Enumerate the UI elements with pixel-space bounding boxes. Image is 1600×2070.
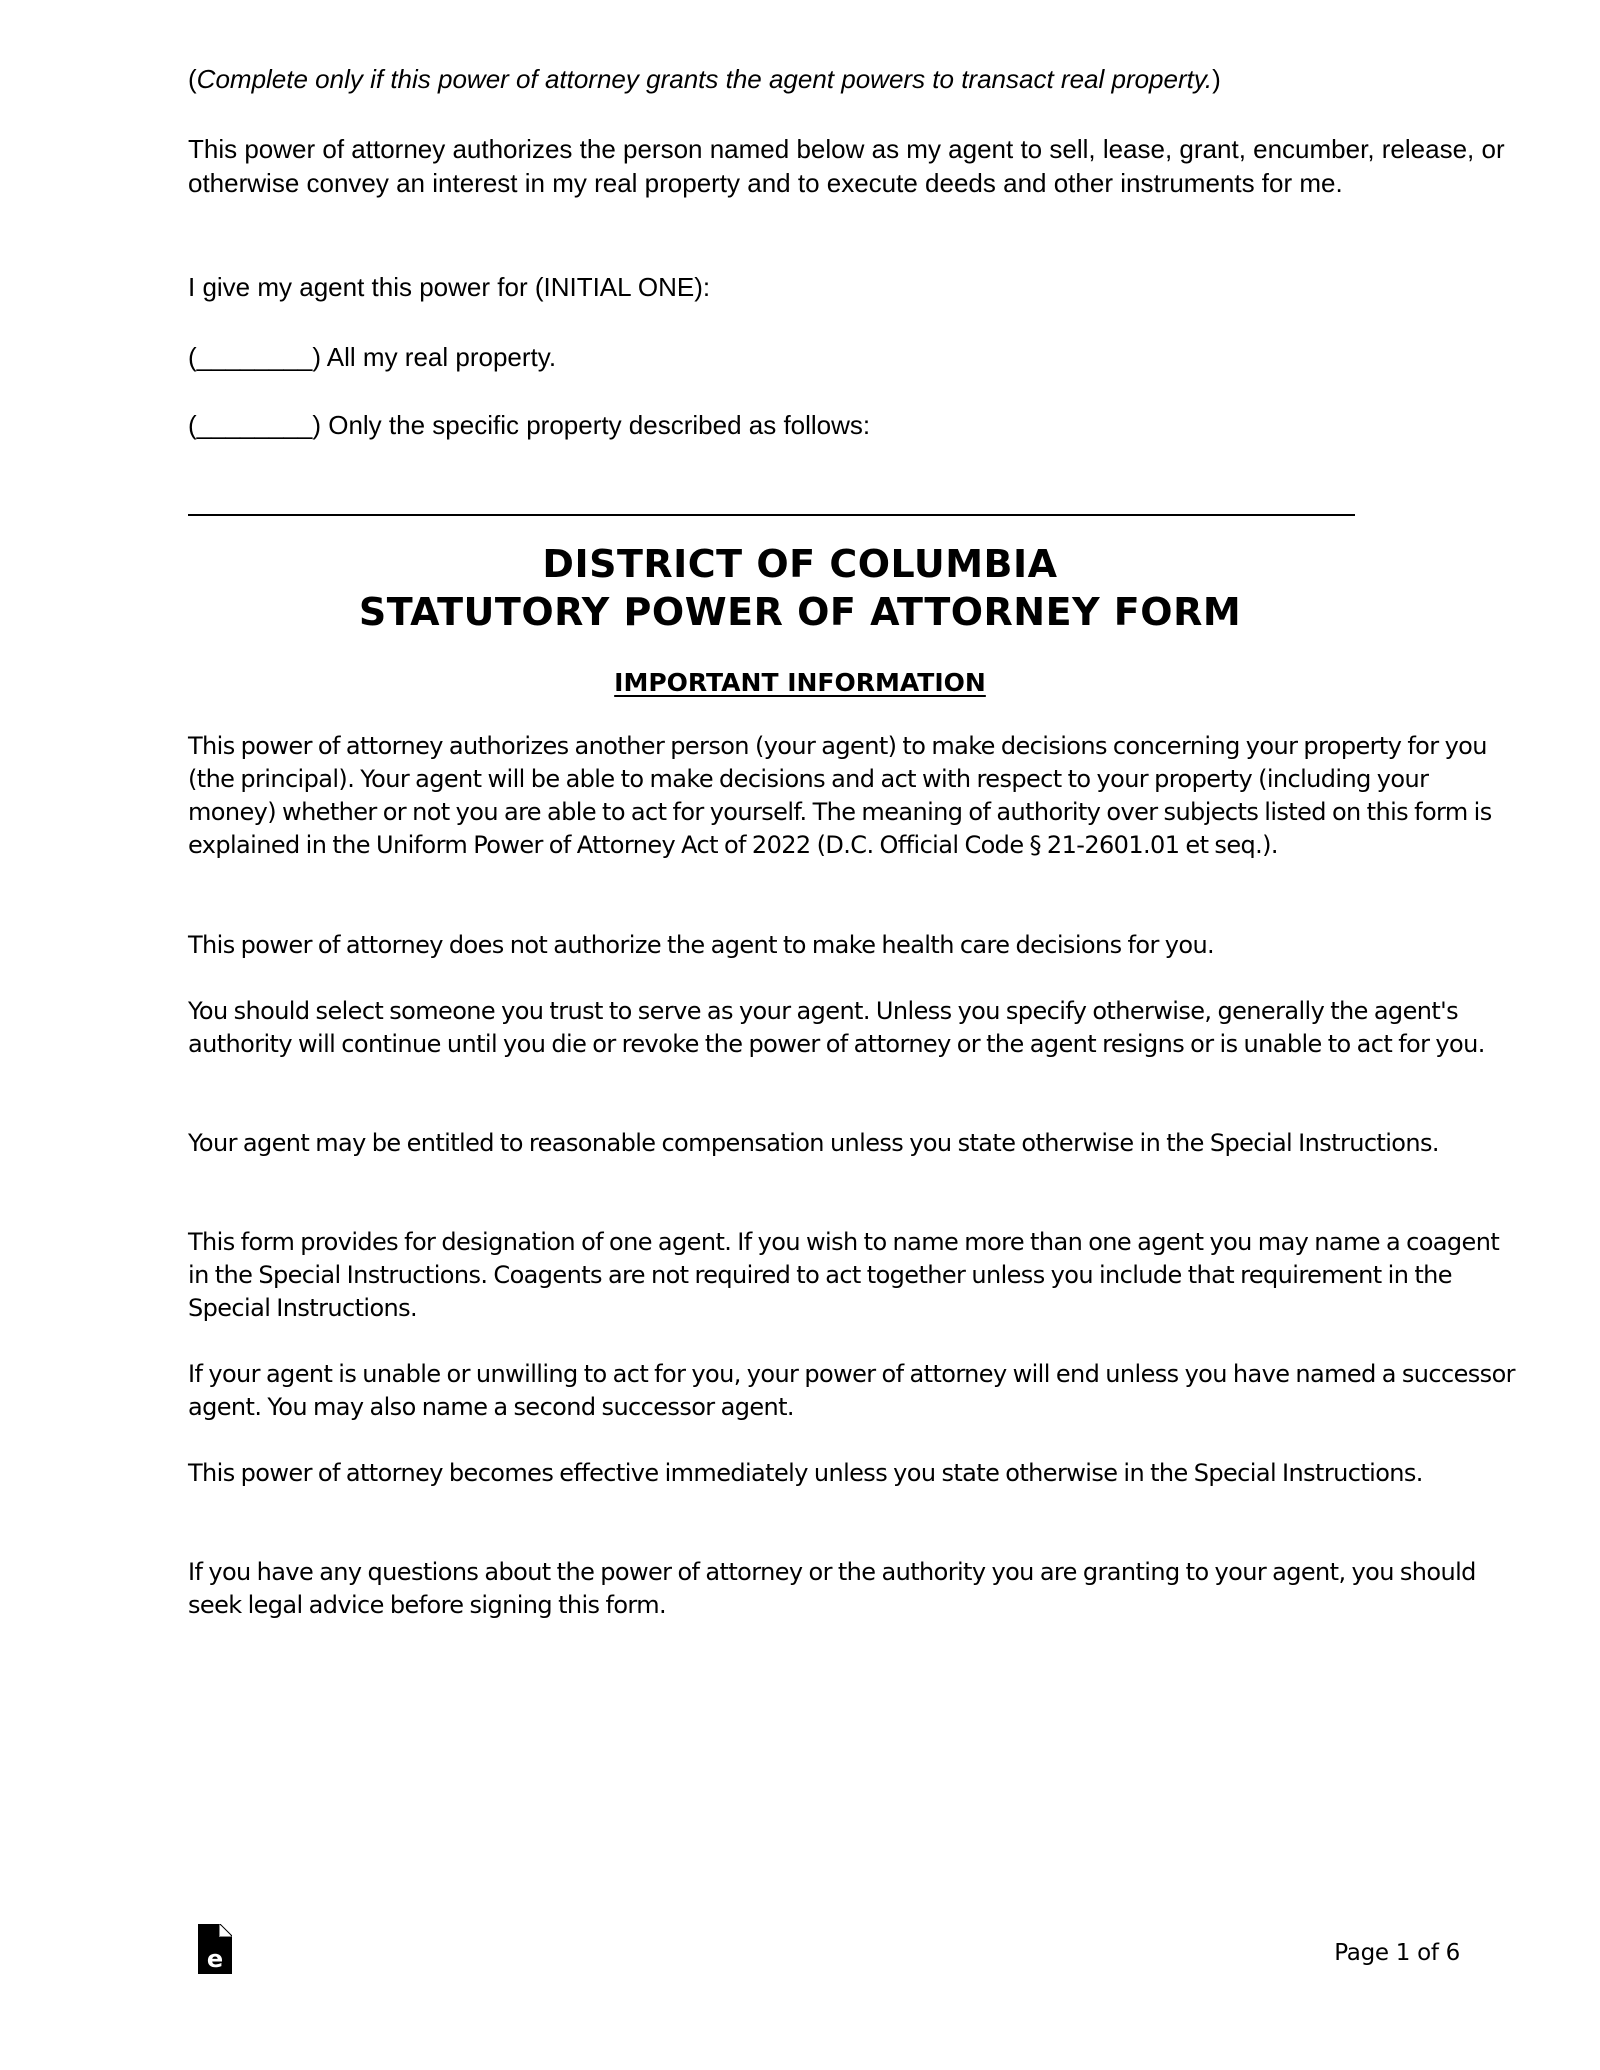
document-e-logo-icon (198, 1924, 232, 1974)
option-label: All my real property. (321, 342, 557, 372)
important-information-label: IMPORTANT INFORMATION (614, 668, 986, 697)
info-paragraph-agent-authority: This power of attorney authorizes another person (your agent) to make decisions concerning your property for you (the principal). Your agent will be able to make decisions and act with respect to your property (including your money) whether or not you are able to act for yourself. The meaning of authority over subjects listed on this form is explained in the Uniform Power of Attorney Act of 2022 (D.C. Official Code § 21-2601.01 et seq.). (188, 732, 1492, 859)
option-specific-property (188, 408, 1528, 442)
info-paragraph-compensation: Your agent may be entitled to reasonable compensation unless you state otherwise in the Special Instructions. (188, 1129, 1439, 1157)
info-paragraph-successor-agent: If your agent is unable or unwilling to act for you, your power of attorney will end unless you have named a successor agent. You may also name a second successor agent. (188, 1360, 1515, 1421)
logo-letter: e (206, 1945, 224, 1973)
initial-blank-field[interactable]: (________) (188, 410, 321, 440)
info-paragraph-select-agent: You should select someone you trust to serve as your agent. Unless you specify otherwise, generally the agent's authority will continue until you die or revoke the power of attorney or the agent resigns or is unable to act for you. (188, 997, 1485, 1058)
initial-blank-field[interactable]: (________) (188, 342, 321, 372)
instruction-italic-text: Complete only if this power of attorney grants the agent powers to transact real property. (196, 64, 1213, 94)
authorization-paragraph: This power of attorney authorizes the person named below as my agent to sell, lease, grant, encumber, release, or otherwise convey an interest in my real property and to execute deeds and other instruments for me. (188, 134, 1505, 198)
real-property-instruction (188, 62, 1528, 96)
info-paragraph-health-care: This power of attorney does not authorize the agent to make health care decisions for you. (188, 931, 1215, 959)
open-paren: ( (188, 64, 197, 94)
form-title-line1: DISTRICT OF COLUMBIA (542, 542, 1058, 586)
initial-prompt: I give my agent this power for (INITIAL ONE): (188, 272, 711, 302)
info-paragraph-effective: This power of attorney becomes effective immediately unless you state otherwise in the Special Instructions. (188, 1459, 1423, 1487)
form-title-line2: STATUTORY POWER OF ATTORNEY FORM (358, 590, 1242, 634)
page-number: Page 1 of 6 (1334, 1940, 1460, 1966)
option-label: Only the specific property described as follows: (321, 410, 871, 440)
info-paragraph-coagent: This form provides for designation of one agent. If you wish to name more than one agent you may name a coagent in the Special Instructions. Coagents are not required to act together unless you include that requirement in the Special Instructions. (188, 1228, 1500, 1322)
info-paragraph-legal-advice: If you have any questions about the power of attorney or the authority you are granting to your agent, you should seek legal advice before signing this form. (188, 1558, 1476, 1619)
close-paren: ) (1212, 64, 1221, 94)
important-information-heading (0, 667, 1600, 699)
option-all-real-property (188, 340, 1528, 374)
property-description-line[interactable] (188, 514, 1355, 516)
